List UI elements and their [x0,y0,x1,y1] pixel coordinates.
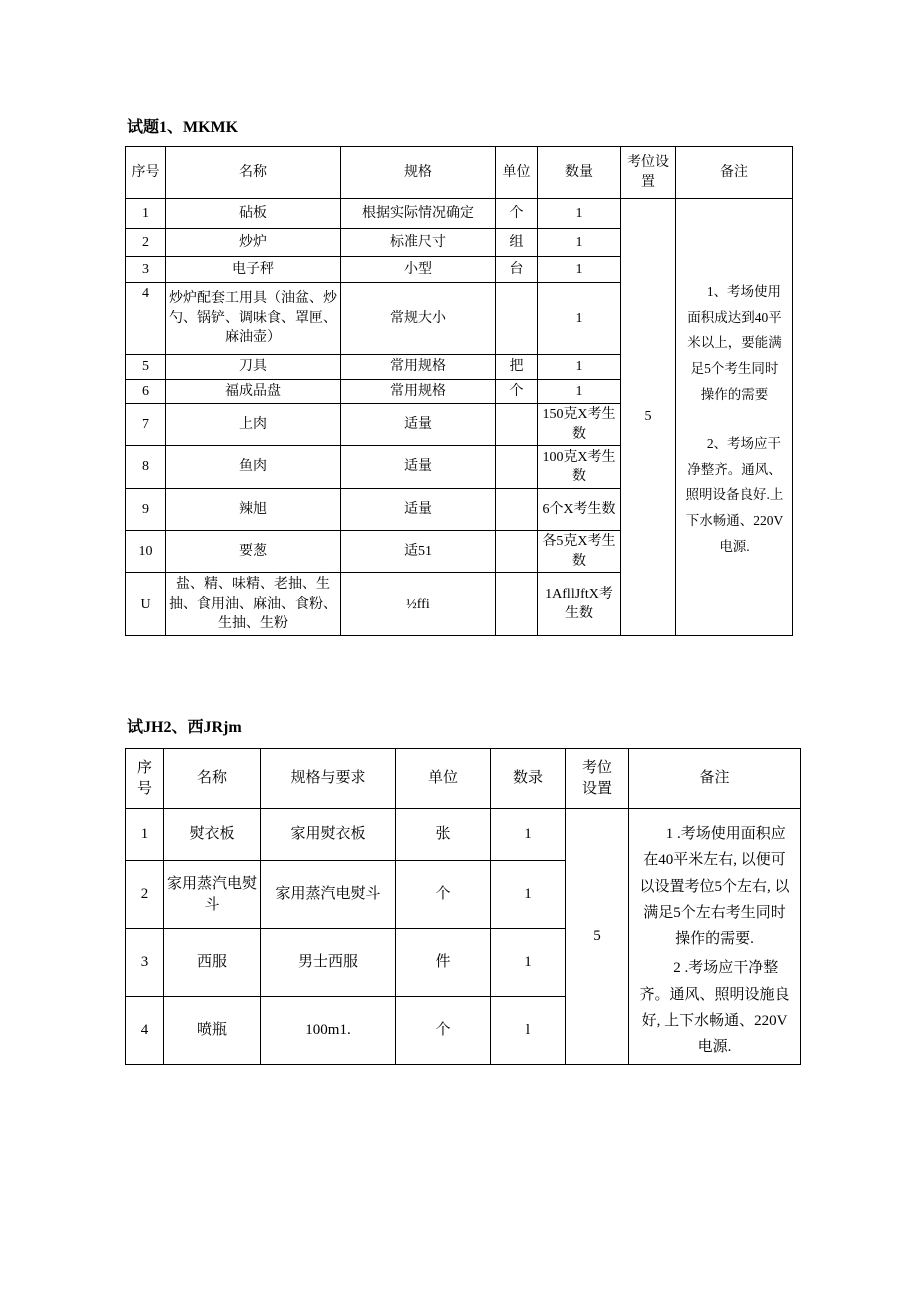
header-remark: 备注 [629,749,801,809]
seq-cell: 10 [126,531,166,573]
unit-cell: 组 [496,229,538,257]
unit-cell [496,446,538,489]
unit-cell: 个 [396,997,491,1065]
table1-title: 试题1、MKMK [127,119,239,136]
spec-cell: 100m1. [261,997,396,1065]
table1 [125,146,793,636]
unit-cell [496,283,538,355]
spec-cell: 男士西服 [261,929,396,997]
name-cell: 辣旭 [166,489,341,531]
qty-cell: 1 [538,283,621,355]
unit-cell [496,531,538,573]
seq-cell: 7 [126,404,166,446]
unit-cell: 个 [496,380,538,404]
header-remark: 备注 [676,147,793,199]
table2 [125,748,801,1065]
header-seq: 序号 [126,749,164,809]
header-name: 名称 [166,147,341,199]
unit-cell: 张 [396,809,491,861]
qty-cell: l [491,997,566,1065]
remark-line-2: 2、考场应干净整齐。通风、照明设备良好.上下水畅通、220V电源. [685,436,784,554]
header-seq: 序号 [126,147,166,199]
spec-cell: 根据实际情况确定 [341,199,496,229]
qty-cell: 100克X考生数 [538,446,621,489]
remark-line-1: 1、考场使用面积成达到40平米以上，要能满足5个考生同时操作的需要 [687,283,782,402]
spec-cell: 常用规格 [341,355,496,380]
spec-cell: 标准尺寸 [341,229,496,257]
name-cell: 刀具 [166,355,341,380]
spec-cell: 常规大小 [341,283,496,355]
qty-cell: 6个X考生数 [538,489,621,531]
table-row [126,199,793,229]
header-seat: 考位设置 [566,749,629,809]
seq-cell: 4 [126,997,164,1065]
unit-cell [496,573,538,636]
unit-cell: 把 [496,355,538,380]
name-cell: 盐、精、味精、老抽、生抽、食用油、麻油、食粉、生抽、生粉 [166,573,341,636]
seat-count-cell: 5 [566,809,629,1065]
seq-cell: 8 [126,446,166,489]
qty-cell: 1 [538,380,621,404]
qty-cell: 1 [538,257,621,283]
unit-cell: 个 [396,861,491,929]
unit-cell [496,404,538,446]
remark-line-1: 1 .考场使用面积应在40平米左右, 以便可以设置考位5个左右, 以满足5个左右考生同时操作的需要. [639,826,790,947]
spec-cell: 适量 [341,446,496,489]
unit-cell: 个 [496,199,538,229]
qty-cell: 1 [491,809,566,861]
remark-cell [629,809,801,1065]
qty-cell: 1 [538,355,621,380]
seq-cell: 5 [126,355,166,380]
seq-cell: U [126,573,166,636]
qty-cell: 1 [538,229,621,257]
seat-count-cell: 5 [621,199,676,636]
spec-cell: ½ffi [341,573,496,636]
qty-cell: 1AfllJftX考生数 [538,573,621,636]
name-cell: 熨衣板 [164,809,261,861]
header-spec: 规格 [341,147,496,199]
seq-cell: 9 [126,489,166,531]
unit-cell [496,489,538,531]
name-cell: 鱼肉 [166,446,341,489]
header-qty: 数量 [538,147,621,199]
seq-cell: 6 [126,380,166,404]
name-cell: 炒炉 [166,229,341,257]
unit-cell: 件 [396,929,491,997]
table-row [126,809,801,861]
qty-cell: 150克X考生数 [538,404,621,446]
spec-cell: 小型 [341,257,496,283]
spec-cell: 适量 [341,489,496,531]
qty-cell: 1 [491,929,566,997]
seq-cell: 2 [126,861,164,929]
qty-cell: 1 [538,199,621,229]
name-cell: 电子秤 [166,257,341,283]
name-cell: 福成品盘 [166,380,341,404]
seq-cell: 1 [126,199,166,229]
header-spec: 规格与要求 [261,749,396,809]
seq-cell: 1 [126,809,164,861]
seq-cell: 2 [126,229,166,257]
remark-line-2: 2 .考场应干净整齐。通风、照明设施良好, 上下水畅通、220V电源. [639,960,790,1055]
name-cell: 炒炉配套工用具（油盆、炒勺、锅铲、调味食、罩匣、麻油壶） [166,283,341,355]
name-cell: 喷瓶 [164,997,261,1065]
seq-cell: 4 [126,283,166,355]
header-unit: 单位 [396,749,491,809]
spec-cell: 家用蒸汽电熨斗 [261,861,396,929]
qty-cell: 1 [491,861,566,929]
name-cell: 砧板 [166,199,341,229]
spec-cell: 适量 [341,404,496,446]
table1-header-row [126,147,793,199]
table2-title: 试JH2、西JRjm [127,719,242,736]
name-cell: 西服 [164,929,261,997]
header-qty: 数录 [491,749,566,809]
spec-cell: 家用熨衣板 [261,809,396,861]
spec-cell: 常用规格 [341,380,496,404]
header-name: 名称 [164,749,261,809]
name-cell: 上肉 [166,404,341,446]
name-cell: 要葱 [166,531,341,573]
header-unit: 单位 [496,147,538,199]
table2-header-row [126,749,801,809]
unit-cell: 台 [496,257,538,283]
qty-cell: 各5克X考生数 [538,531,621,573]
seq-cell: 3 [126,257,166,283]
remark-cell [676,199,793,636]
header-seat: 考位设置 [621,147,676,199]
spec-cell: 适51 [341,531,496,573]
name-cell: 家用蒸汽电熨斗 [164,861,261,929]
seq-cell: 3 [126,929,164,997]
